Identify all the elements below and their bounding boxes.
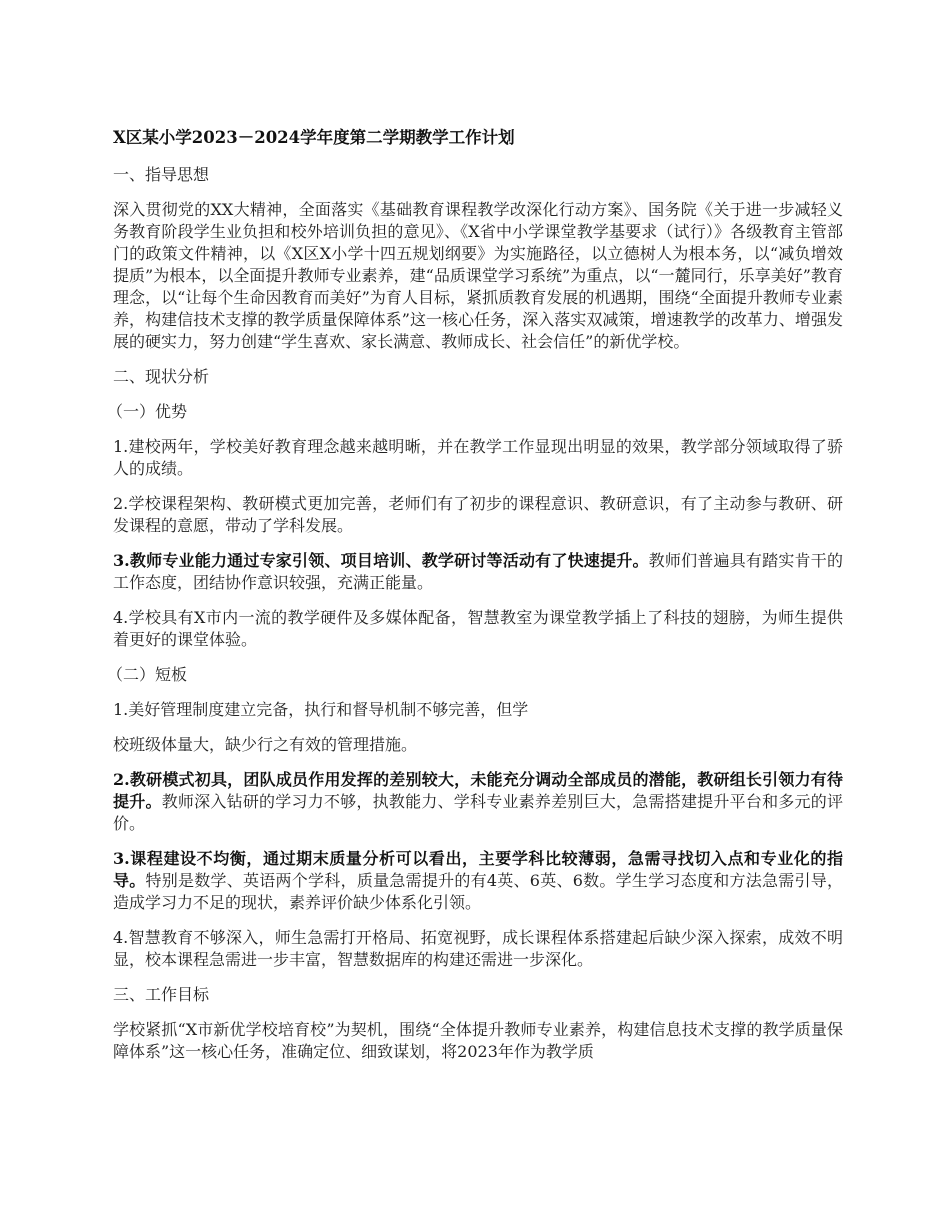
advantage-item-2: 2.学校课程架构、教研模式更加完善，老师们有了初步的课程意识、教研意识，有了主动参与教研、研发课程的意愿，带动了学科发展。 [113, 494, 843, 535]
paragraph-work-goals: 学校紧抓“X市新优学校培育校”为契机，围绕“全体提升教师专业素养，构建信息技术支撑的教学质量保障体系”这一核心任务，准确定位、细致谋划，将2023年作为教学质 [113, 1020, 843, 1061]
weakness-item-2-bold: 2.教研模式初具，团队成员作用发挥的差别较大，未能充分调动全部成员的潜能，教研组长引领力有待提升。 [113, 770, 843, 811]
advantage-item-3-bold: 3.教师专业能力通过专家引领、项目培训、教学研讨等活动有了快速提升。 [113, 551, 649, 570]
weakness-item-2 [113, 769, 843, 835]
document-title: X区某小学2023－2024学年度第二学期教学工作计划 [113, 128, 515, 147]
advantage-item-1: 1.建校两年，学校美好教育理念越来越明晰，并在教学工作显现出明显的效果，教学部分领域取得了骄人的成绩。 [113, 437, 843, 478]
advantage-item-4: 4.学校具有X市内一流的教学硬件及多媒体配备，智慧教室为课堂教学插上了科技的翅膀，为师生提供着更好的课堂体验。 [113, 608, 843, 649]
subsection-heading-advantages: （一）优势 [107, 402, 188, 421]
weakness-item-3-text: 特别是数学、英语两个学科，质量急需提升的有4英、6英、6数。学生学习态度和方法急需引导，造成学习力不足的现状，素养评价缺少体系化引领。 [113, 871, 843, 912]
paragraph-guiding-ideology: 深入贯彻党的XX大精神，全面落实《基础教育课程教学改深化行动方案》、国务院《关于进一步减轻义务教育阶段学生业负担和校外培训负担的意见》、《X省中小学课堂教学基要求（试行）》各级教育主管部门的政策文件精神，以《X区X小学十四五规划纲要》为实施路径，以立德树人为根本务，以“减负增效提质”为根本，以全面提升教师专业素养，建“品质课堂学习系统”为重点，以“一麓同行，乐享美好”教育理念，以“让每个生命因教育而美好”为育人目标，紧抓质教育发展的机遇期，围绕“全面提升教师专业素养，构建信技术支撑的教学质量保障体系”这一核心任务，深入落实双减策，增速教学的改革力、增强发展的硬实力，努力创建“学生喜欢、家长满意、教师成长、社会信任”的新优学校。 [113, 200, 843, 351]
weakness-item-3 [113, 848, 843, 914]
weakness-item-3-bold: 3.课程建设不均衡，通过期末质量分析可以看出，主要学科比较薄弱，急需寻找切入点和专业化的指导。 [113, 849, 843, 890]
weakness-item-1-line-1: 1.美好管理制度建立完备，执行和督导机制不够完善，但学 [113, 700, 529, 719]
weakness-item-1-line-2: 校班级体量大，缺少行之有效的管理措施。 [113, 735, 418, 754]
section-heading-status-analysis: 二、现状分析 [113, 367, 210, 386]
advantage-item-3-text: 教师们普遍具有踏实肯干的工作态度，团结协作意识较强，充满正能量。 [113, 551, 843, 592]
weakness-item-2-text: 教师深入钻研的学习力不够，执教能力、学科专业素养差别巨大，急需搭建提升平台和多元的评价。 [113, 792, 843, 833]
document-page [107, 126, 843, 1076]
section-heading-work-goals: 三、工作目标 [113, 985, 210, 1004]
subsection-heading-weaknesses: （二）短板 [107, 665, 188, 684]
advantage-item-3 [113, 550, 843, 594]
weakness-item-4: 4.智慧教育不够深入，师生急需打开格局、拓宽视野，成长课程体系搭建起后缺少深入探索，成效不明显，校本课程急需进一步丰富，智慧数据库的构建还需进一步深化。 [113, 928, 843, 969]
section-heading-guiding-ideology: 一、指导思想 [113, 165, 210, 184]
